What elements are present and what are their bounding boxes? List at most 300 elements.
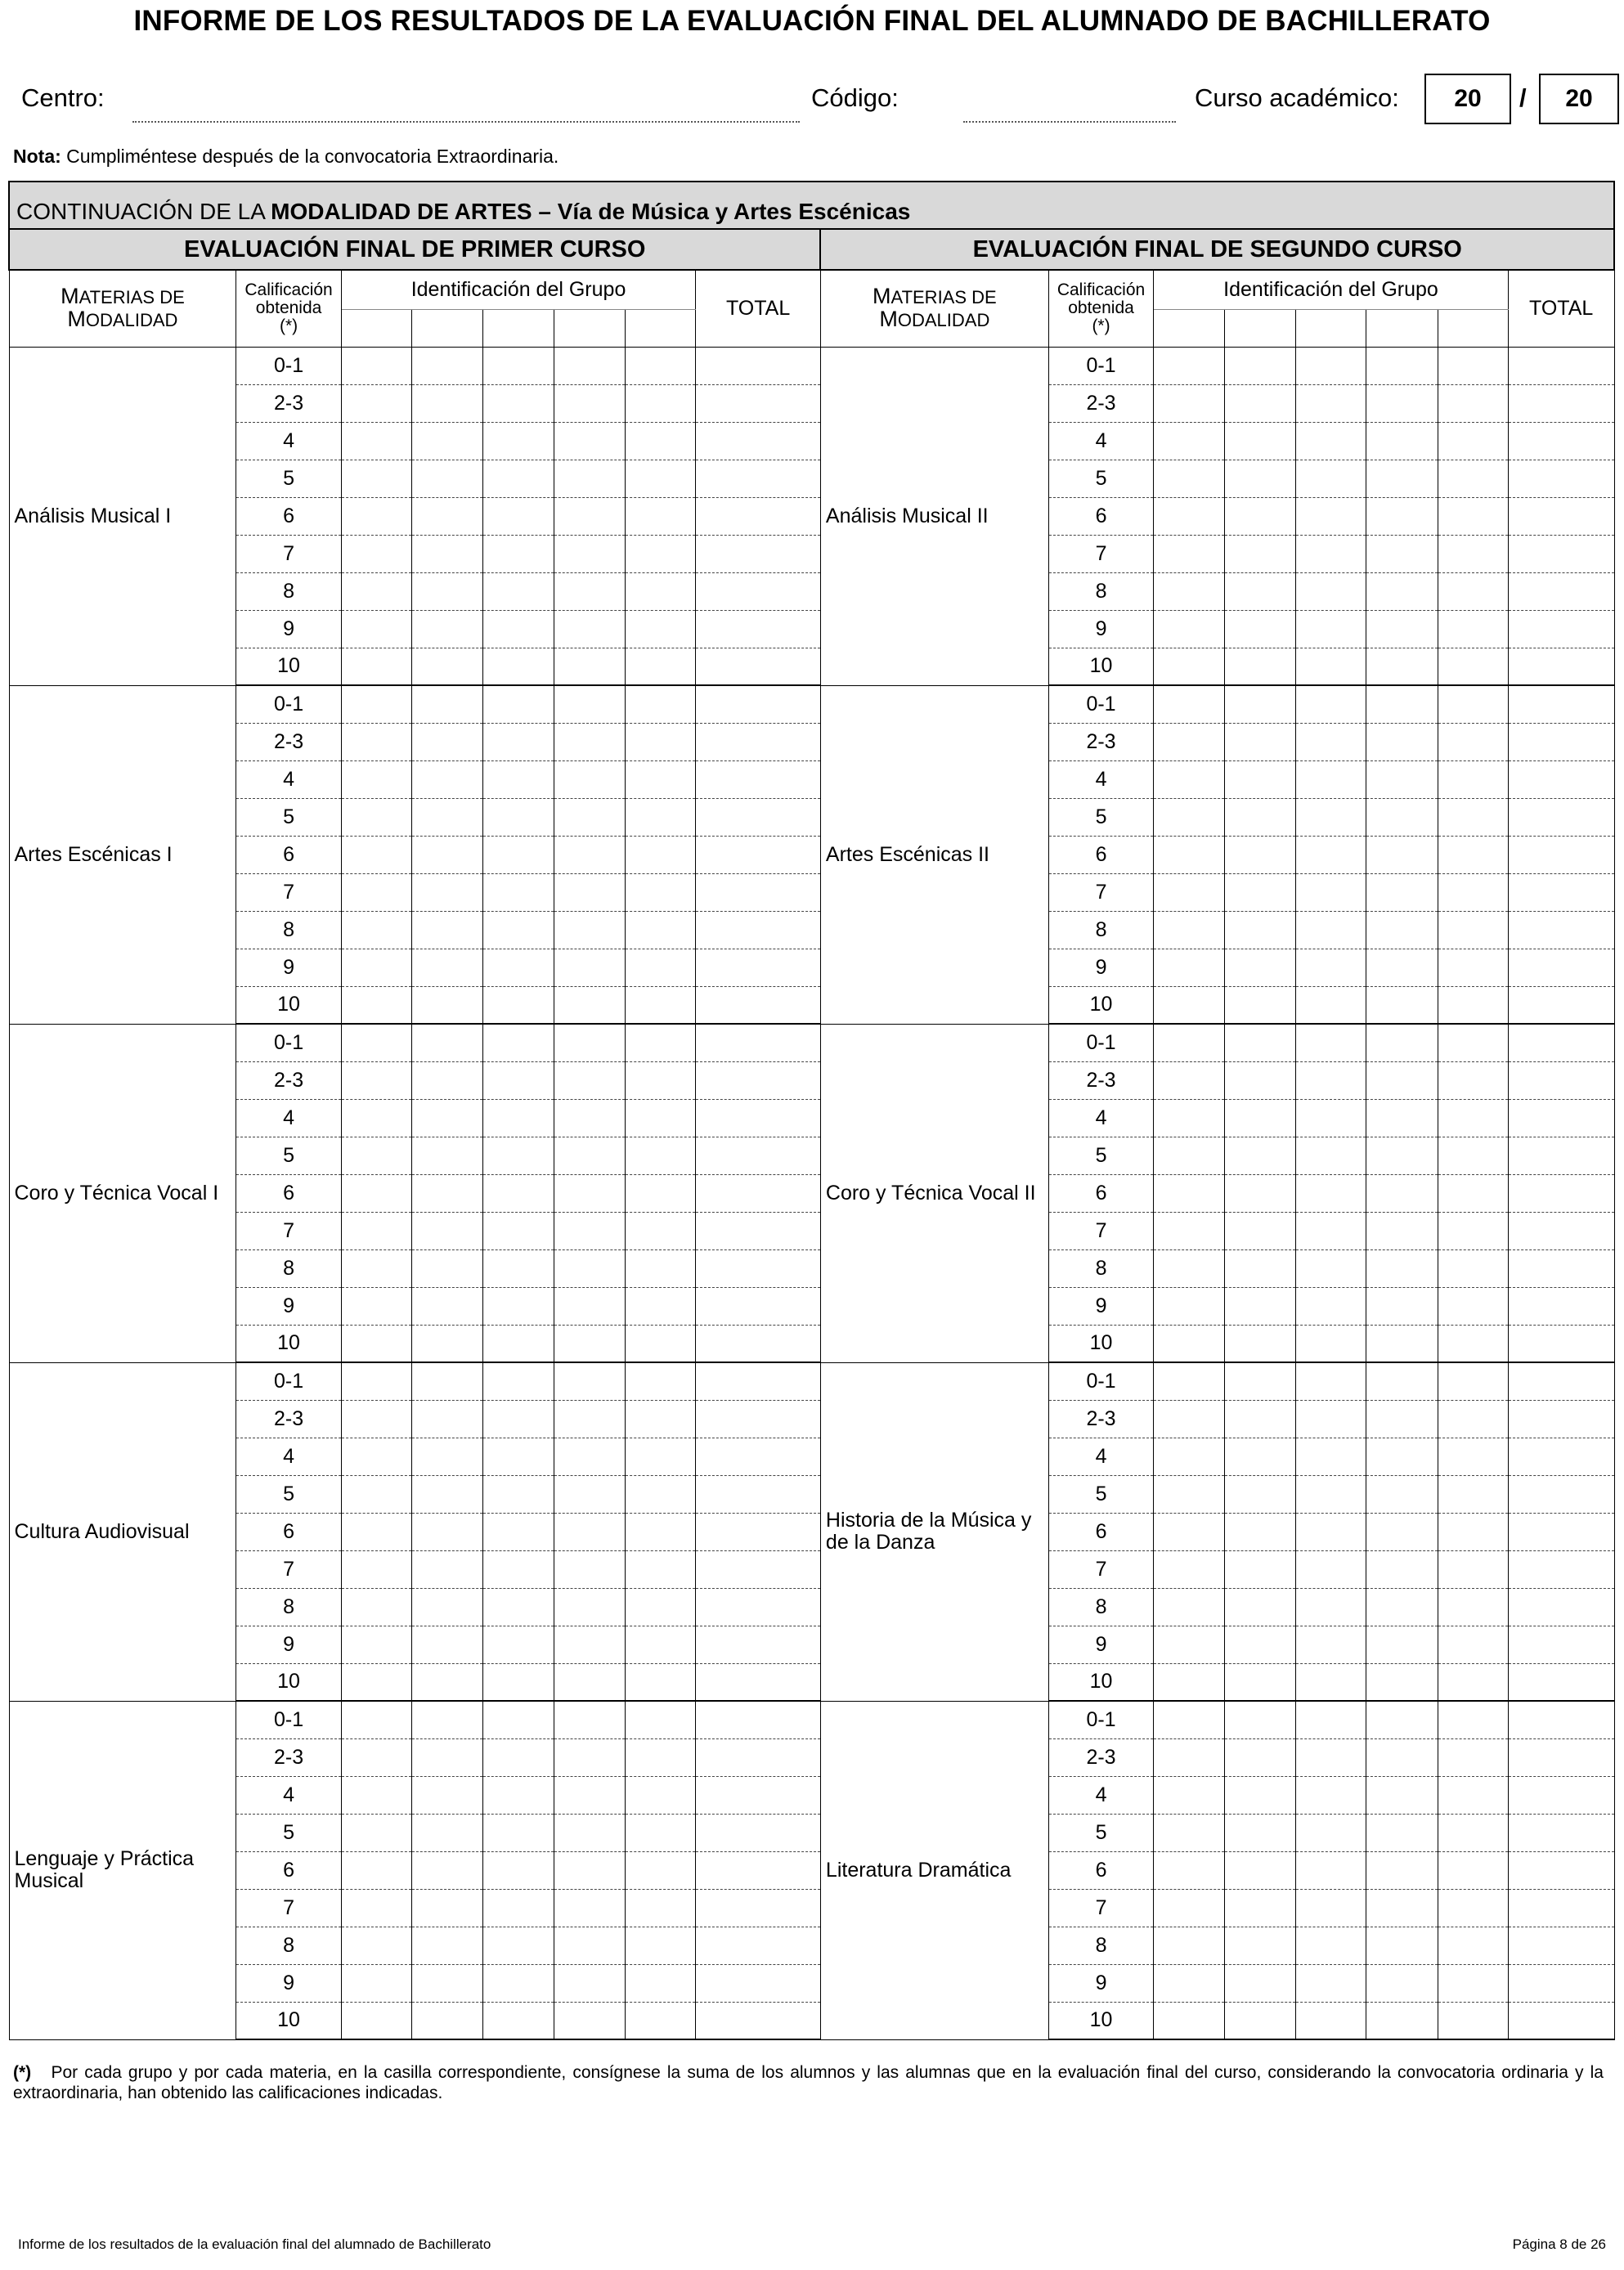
group-count-cell[interactable] bbox=[1366, 347, 1438, 384]
total-cell[interactable] bbox=[696, 1400, 821, 1438]
group-count-cell[interactable] bbox=[341, 1400, 411, 1438]
group-count-cell[interactable] bbox=[1438, 760, 1508, 798]
group-count-cell[interactable] bbox=[1295, 610, 1366, 648]
group-count-cell[interactable] bbox=[341, 1438, 411, 1475]
group-count-cell[interactable] bbox=[412, 1626, 483, 1663]
grupo-id-cell[interactable] bbox=[1438, 309, 1508, 347]
group-count-cell[interactable] bbox=[1224, 986, 1295, 1024]
group-count-cell[interactable] bbox=[626, 1663, 696, 1701]
total-cell[interactable] bbox=[696, 798, 821, 836]
total-cell[interactable] bbox=[696, 572, 821, 610]
group-count-cell[interactable] bbox=[1295, 648, 1366, 685]
group-count-cell[interactable] bbox=[1295, 1475, 1366, 1513]
group-count-cell[interactable] bbox=[341, 347, 411, 384]
group-count-cell[interactable] bbox=[483, 1400, 554, 1438]
total-cell[interactable] bbox=[696, 1024, 821, 1061]
centro-field[interactable] bbox=[132, 121, 800, 123]
group-count-cell[interactable] bbox=[341, 1588, 411, 1626]
group-count-cell[interactable] bbox=[1295, 685, 1366, 723]
group-count-cell[interactable] bbox=[483, 610, 554, 648]
group-count-cell[interactable] bbox=[1154, 610, 1224, 648]
group-count-cell[interactable] bbox=[1295, 1287, 1366, 1325]
group-count-cell[interactable] bbox=[1295, 1814, 1366, 1851]
group-count-cell[interactable] bbox=[1438, 384, 1508, 422]
total-cell[interactable] bbox=[696, 1212, 821, 1249]
group-count-cell[interactable] bbox=[626, 1851, 696, 1889]
group-count-cell[interactable] bbox=[1224, 1475, 1295, 1513]
group-count-cell[interactable] bbox=[1438, 911, 1508, 949]
group-count-cell[interactable] bbox=[341, 2002, 411, 2039]
group-count-cell[interactable] bbox=[1154, 1212, 1224, 1249]
grupo-id-cell[interactable] bbox=[1224, 309, 1295, 347]
group-count-cell[interactable] bbox=[1438, 1475, 1508, 1513]
group-count-cell[interactable] bbox=[554, 949, 625, 986]
total-cell[interactable] bbox=[1508, 1738, 1614, 1776]
group-count-cell[interactable] bbox=[341, 1550, 411, 1588]
group-count-cell[interactable] bbox=[1154, 685, 1224, 723]
group-count-cell[interactable] bbox=[483, 873, 554, 911]
group-count-cell[interactable] bbox=[1154, 384, 1224, 422]
group-count-cell[interactable] bbox=[1154, 1024, 1224, 1061]
group-count-cell[interactable] bbox=[483, 1626, 554, 1663]
group-count-cell[interactable] bbox=[1366, 1475, 1438, 1513]
group-count-cell[interactable] bbox=[1295, 986, 1366, 1024]
total-cell[interactable] bbox=[1508, 460, 1614, 497]
group-count-cell[interactable] bbox=[554, 1513, 625, 1550]
group-count-cell[interactable] bbox=[412, 1550, 483, 1588]
group-count-cell[interactable] bbox=[1295, 1513, 1366, 1550]
group-count-cell[interactable] bbox=[1366, 610, 1438, 648]
group-count-cell[interactable] bbox=[1224, 798, 1295, 836]
group-count-cell[interactable] bbox=[1366, 1061, 1438, 1099]
group-count-cell[interactable] bbox=[1366, 760, 1438, 798]
group-count-cell[interactable] bbox=[1438, 1588, 1508, 1626]
group-count-cell[interactable] bbox=[1224, 1814, 1295, 1851]
group-count-cell[interactable] bbox=[483, 1438, 554, 1475]
group-count-cell[interactable] bbox=[1438, 535, 1508, 572]
total-cell[interactable] bbox=[1508, 1776, 1614, 1814]
total-cell[interactable] bbox=[1508, 1927, 1614, 1964]
group-count-cell[interactable] bbox=[341, 1889, 411, 1927]
group-count-cell[interactable] bbox=[1224, 1851, 1295, 1889]
group-count-cell[interactable] bbox=[341, 1061, 411, 1099]
group-count-cell[interactable] bbox=[626, 1814, 696, 1851]
group-count-cell[interactable] bbox=[483, 1174, 554, 1212]
group-count-cell[interactable] bbox=[1154, 1438, 1224, 1475]
group-count-cell[interactable] bbox=[483, 1212, 554, 1249]
group-count-cell[interactable] bbox=[1224, 1550, 1295, 1588]
group-count-cell[interactable] bbox=[1224, 911, 1295, 949]
group-count-cell[interactable] bbox=[412, 1851, 483, 1889]
group-count-cell[interactable] bbox=[412, 723, 483, 760]
group-count-cell[interactable] bbox=[483, 572, 554, 610]
group-count-cell[interactable] bbox=[483, 1061, 554, 1099]
group-count-cell[interactable] bbox=[483, 1249, 554, 1287]
group-count-cell[interactable] bbox=[483, 1851, 554, 1889]
group-count-cell[interactable] bbox=[1438, 1927, 1508, 1964]
group-count-cell[interactable] bbox=[1438, 798, 1508, 836]
total-cell[interactable] bbox=[696, 685, 821, 723]
group-count-cell[interactable] bbox=[554, 347, 625, 384]
group-count-cell[interactable] bbox=[483, 1024, 554, 1061]
group-count-cell[interactable] bbox=[1154, 873, 1224, 911]
group-count-cell[interactable] bbox=[554, 1024, 625, 1061]
group-count-cell[interactable] bbox=[1224, 1927, 1295, 1964]
group-count-cell[interactable] bbox=[1224, 1212, 1295, 1249]
group-count-cell[interactable] bbox=[1366, 1137, 1438, 1174]
total-cell[interactable] bbox=[696, 1814, 821, 1851]
group-count-cell[interactable] bbox=[412, 1325, 483, 1362]
total-cell[interactable] bbox=[696, 1438, 821, 1475]
total-cell[interactable] bbox=[696, 1550, 821, 1588]
group-count-cell[interactable] bbox=[1438, 648, 1508, 685]
group-count-cell[interactable] bbox=[1366, 1099, 1438, 1137]
total-cell[interactable] bbox=[1508, 1626, 1614, 1663]
grupo-id-cell[interactable] bbox=[341, 309, 411, 347]
group-count-cell[interactable] bbox=[483, 911, 554, 949]
group-count-cell[interactable] bbox=[626, 497, 696, 535]
group-count-cell[interactable] bbox=[626, 2002, 696, 2039]
group-count-cell[interactable] bbox=[626, 535, 696, 572]
group-count-cell[interactable] bbox=[1154, 422, 1224, 460]
group-count-cell[interactable] bbox=[1366, 1550, 1438, 1588]
group-count-cell[interactable] bbox=[554, 760, 625, 798]
group-count-cell[interactable] bbox=[1154, 2002, 1224, 2039]
total-cell[interactable] bbox=[1508, 1663, 1614, 1701]
group-count-cell[interactable] bbox=[626, 1475, 696, 1513]
group-count-cell[interactable] bbox=[626, 760, 696, 798]
group-count-cell[interactable] bbox=[1295, 911, 1366, 949]
total-cell[interactable] bbox=[696, 347, 821, 384]
group-count-cell[interactable] bbox=[341, 873, 411, 911]
group-count-cell[interactable] bbox=[1224, 1738, 1295, 1776]
group-count-cell[interactable] bbox=[1438, 1626, 1508, 1663]
group-count-cell[interactable] bbox=[341, 460, 411, 497]
group-count-cell[interactable] bbox=[1366, 648, 1438, 685]
group-count-cell[interactable] bbox=[626, 1889, 696, 1927]
total-cell[interactable] bbox=[1508, 535, 1614, 572]
group-count-cell[interactable] bbox=[554, 1701, 625, 1738]
group-count-cell[interactable] bbox=[554, 1061, 625, 1099]
grupo-id-cell[interactable] bbox=[1366, 309, 1438, 347]
group-count-cell[interactable] bbox=[341, 1099, 411, 1137]
total-cell[interactable] bbox=[1508, 798, 1614, 836]
total-cell[interactable] bbox=[696, 1964, 821, 2002]
group-count-cell[interactable] bbox=[1438, 685, 1508, 723]
group-count-cell[interactable] bbox=[1295, 1738, 1366, 1776]
group-count-cell[interactable] bbox=[1224, 1174, 1295, 1212]
group-count-cell[interactable] bbox=[412, 798, 483, 836]
group-count-cell[interactable] bbox=[1438, 1776, 1508, 1814]
group-count-cell[interactable] bbox=[626, 836, 696, 873]
group-count-cell[interactable] bbox=[626, 1024, 696, 1061]
group-count-cell[interactable] bbox=[1438, 497, 1508, 535]
group-count-cell[interactable] bbox=[1224, 1438, 1295, 1475]
group-count-cell[interactable] bbox=[1366, 1776, 1438, 1814]
group-count-cell[interactable] bbox=[341, 911, 411, 949]
group-count-cell[interactable] bbox=[1224, 347, 1295, 384]
group-count-cell[interactable] bbox=[483, 422, 554, 460]
group-count-cell[interactable] bbox=[412, 1137, 483, 1174]
group-count-cell[interactable] bbox=[483, 497, 554, 535]
group-count-cell[interactable] bbox=[483, 347, 554, 384]
group-count-cell[interactable] bbox=[412, 1287, 483, 1325]
group-count-cell[interactable] bbox=[1224, 1663, 1295, 1701]
group-count-cell[interactable] bbox=[1366, 572, 1438, 610]
group-count-cell[interactable] bbox=[626, 648, 696, 685]
year-start-field[interactable]: 20 bbox=[1424, 74, 1511, 124]
group-count-cell[interactable] bbox=[1366, 1325, 1438, 1362]
group-count-cell[interactable] bbox=[341, 384, 411, 422]
group-count-cell[interactable] bbox=[1295, 497, 1366, 535]
group-count-cell[interactable] bbox=[412, 1212, 483, 1249]
group-count-cell[interactable] bbox=[483, 723, 554, 760]
group-count-cell[interactable] bbox=[626, 1964, 696, 2002]
group-count-cell[interactable] bbox=[1295, 798, 1366, 836]
group-count-cell[interactable] bbox=[1295, 1061, 1366, 1099]
group-count-cell[interactable] bbox=[1366, 384, 1438, 422]
group-count-cell[interactable] bbox=[483, 798, 554, 836]
group-count-cell[interactable] bbox=[1154, 1400, 1224, 1438]
group-count-cell[interactable] bbox=[412, 384, 483, 422]
total-cell[interactable] bbox=[696, 1099, 821, 1137]
group-count-cell[interactable] bbox=[1295, 1889, 1366, 1927]
group-count-cell[interactable] bbox=[1295, 723, 1366, 760]
total-cell[interactable] bbox=[1508, 1588, 1614, 1626]
group-count-cell[interactable] bbox=[1154, 497, 1224, 535]
group-count-cell[interactable] bbox=[626, 1325, 696, 1362]
group-count-cell[interactable] bbox=[1366, 1513, 1438, 1550]
group-count-cell[interactable] bbox=[1366, 1663, 1438, 1701]
group-count-cell[interactable] bbox=[1295, 1400, 1366, 1438]
total-cell[interactable] bbox=[1508, 723, 1614, 760]
total-cell[interactable] bbox=[696, 949, 821, 986]
total-cell[interactable] bbox=[696, 723, 821, 760]
group-count-cell[interactable] bbox=[1438, 986, 1508, 1024]
group-count-cell[interactable] bbox=[412, 2002, 483, 2039]
group-count-cell[interactable] bbox=[626, 610, 696, 648]
group-count-cell[interactable] bbox=[1366, 497, 1438, 535]
group-count-cell[interactable] bbox=[1154, 1626, 1224, 1663]
total-cell[interactable] bbox=[1508, 1438, 1614, 1475]
total-cell[interactable] bbox=[1508, 1362, 1614, 1400]
group-count-cell[interactable] bbox=[341, 1287, 411, 1325]
group-count-cell[interactable] bbox=[412, 1814, 483, 1851]
year-end-field[interactable]: 20 bbox=[1539, 74, 1619, 124]
group-count-cell[interactable] bbox=[1366, 460, 1438, 497]
group-count-cell[interactable] bbox=[554, 1964, 625, 2002]
grupo-id-cell[interactable] bbox=[1154, 309, 1224, 347]
group-count-cell[interactable] bbox=[483, 1776, 554, 1814]
total-cell[interactable] bbox=[1508, 1964, 1614, 2002]
group-count-cell[interactable] bbox=[1154, 1513, 1224, 1550]
group-count-cell[interactable] bbox=[554, 1776, 625, 1814]
total-cell[interactable] bbox=[1508, 1174, 1614, 1212]
group-count-cell[interactable] bbox=[1366, 1287, 1438, 1325]
group-count-cell[interactable] bbox=[483, 949, 554, 986]
group-count-cell[interactable] bbox=[626, 1776, 696, 1814]
group-count-cell[interactable] bbox=[554, 1738, 625, 1776]
group-count-cell[interactable] bbox=[554, 1174, 625, 1212]
group-count-cell[interactable] bbox=[1154, 911, 1224, 949]
group-count-cell[interactable] bbox=[1224, 384, 1295, 422]
total-cell[interactable] bbox=[696, 1287, 821, 1325]
group-count-cell[interactable] bbox=[341, 949, 411, 986]
group-count-cell[interactable] bbox=[1438, 460, 1508, 497]
group-count-cell[interactable] bbox=[483, 648, 554, 685]
total-cell[interactable] bbox=[696, 986, 821, 1024]
group-count-cell[interactable] bbox=[341, 685, 411, 723]
group-count-cell[interactable] bbox=[1295, 1362, 1366, 1400]
group-count-cell[interactable] bbox=[1224, 873, 1295, 911]
group-count-cell[interactable] bbox=[1366, 1212, 1438, 1249]
group-count-cell[interactable] bbox=[483, 1475, 554, 1513]
total-cell[interactable] bbox=[1508, 610, 1614, 648]
total-cell[interactable] bbox=[1508, 873, 1614, 911]
total-cell[interactable] bbox=[696, 1061, 821, 1099]
group-count-cell[interactable] bbox=[1224, 1287, 1295, 1325]
group-count-cell[interactable] bbox=[483, 1701, 554, 1738]
group-count-cell[interactable] bbox=[1366, 1964, 1438, 2002]
group-count-cell[interactable] bbox=[1295, 836, 1366, 873]
group-count-cell[interactable] bbox=[341, 723, 411, 760]
group-count-cell[interactable] bbox=[412, 1174, 483, 1212]
group-count-cell[interactable] bbox=[626, 1212, 696, 1249]
group-count-cell[interactable] bbox=[1154, 347, 1224, 384]
total-cell[interactable] bbox=[1508, 2002, 1614, 2039]
group-count-cell[interactable] bbox=[626, 685, 696, 723]
group-count-cell[interactable] bbox=[1224, 422, 1295, 460]
group-count-cell[interactable] bbox=[483, 1814, 554, 1851]
group-count-cell[interactable] bbox=[554, 873, 625, 911]
group-count-cell[interactable] bbox=[1154, 1362, 1224, 1400]
group-count-cell[interactable] bbox=[1366, 1851, 1438, 1889]
total-cell[interactable] bbox=[1508, 986, 1614, 1024]
group-count-cell[interactable] bbox=[626, 384, 696, 422]
group-count-cell[interactable] bbox=[1224, 648, 1295, 685]
group-count-cell[interactable] bbox=[626, 1927, 696, 1964]
group-count-cell[interactable] bbox=[1438, 572, 1508, 610]
group-count-cell[interactable] bbox=[412, 1738, 483, 1776]
group-count-cell[interactable] bbox=[554, 1287, 625, 1325]
grupo-id-cell[interactable] bbox=[554, 309, 625, 347]
group-count-cell[interactable] bbox=[626, 1400, 696, 1438]
total-cell[interactable] bbox=[1508, 1550, 1614, 1588]
group-count-cell[interactable] bbox=[1295, 460, 1366, 497]
group-count-cell[interactable] bbox=[626, 1438, 696, 1475]
group-count-cell[interactable] bbox=[1295, 1099, 1366, 1137]
total-cell[interactable] bbox=[1508, 497, 1614, 535]
group-count-cell[interactable] bbox=[1295, 1663, 1366, 1701]
group-count-cell[interactable] bbox=[412, 1663, 483, 1701]
group-count-cell[interactable] bbox=[341, 535, 411, 572]
group-count-cell[interactable] bbox=[1154, 1588, 1224, 1626]
group-count-cell[interactable] bbox=[1295, 384, 1366, 422]
total-cell[interactable] bbox=[1508, 911, 1614, 949]
group-count-cell[interactable] bbox=[412, 1400, 483, 1438]
group-count-cell[interactable] bbox=[412, 460, 483, 497]
group-count-cell[interactable] bbox=[554, 986, 625, 1024]
group-count-cell[interactable] bbox=[1438, 422, 1508, 460]
group-count-cell[interactable] bbox=[1154, 836, 1224, 873]
group-count-cell[interactable] bbox=[1154, 723, 1224, 760]
group-count-cell[interactable] bbox=[1438, 1287, 1508, 1325]
group-count-cell[interactable] bbox=[1224, 1400, 1295, 1438]
group-count-cell[interactable] bbox=[1154, 1061, 1224, 1099]
group-count-cell[interactable] bbox=[626, 1701, 696, 1738]
group-count-cell[interactable] bbox=[1366, 873, 1438, 911]
group-count-cell[interactable] bbox=[1438, 1099, 1508, 1137]
group-count-cell[interactable] bbox=[412, 1475, 483, 1513]
group-count-cell[interactable] bbox=[1295, 1851, 1366, 1889]
group-count-cell[interactable] bbox=[1224, 723, 1295, 760]
group-count-cell[interactable] bbox=[483, 986, 554, 1024]
group-count-cell[interactable] bbox=[412, 685, 483, 723]
group-count-cell[interactable] bbox=[341, 1851, 411, 1889]
group-count-cell[interactable] bbox=[412, 1588, 483, 1626]
total-cell[interactable] bbox=[696, 384, 821, 422]
group-count-cell[interactable] bbox=[412, 1362, 483, 1400]
group-count-cell[interactable] bbox=[554, 1851, 625, 1889]
group-count-cell[interactable] bbox=[341, 1738, 411, 1776]
total-cell[interactable] bbox=[696, 1626, 821, 1663]
group-count-cell[interactable] bbox=[483, 1099, 554, 1137]
group-count-cell[interactable] bbox=[1154, 1701, 1224, 1738]
grupo-id-cell[interactable] bbox=[626, 309, 696, 347]
group-count-cell[interactable] bbox=[1154, 1851, 1224, 1889]
group-count-cell[interactable] bbox=[341, 648, 411, 685]
group-count-cell[interactable] bbox=[554, 460, 625, 497]
group-count-cell[interactable] bbox=[412, 949, 483, 986]
group-count-cell[interactable] bbox=[1438, 1889, 1508, 1927]
group-count-cell[interactable] bbox=[412, 1964, 483, 2002]
total-cell[interactable] bbox=[696, 836, 821, 873]
total-cell[interactable] bbox=[696, 1137, 821, 1174]
total-cell[interactable] bbox=[1508, 1851, 1614, 1889]
group-count-cell[interactable] bbox=[1224, 685, 1295, 723]
total-cell[interactable] bbox=[1508, 1889, 1614, 1927]
group-count-cell[interactable] bbox=[554, 572, 625, 610]
group-count-cell[interactable] bbox=[1224, 1776, 1295, 1814]
group-count-cell[interactable] bbox=[341, 1927, 411, 1964]
group-count-cell[interactable] bbox=[1366, 1814, 1438, 1851]
total-cell[interactable] bbox=[1508, 685, 1614, 723]
group-count-cell[interactable] bbox=[1438, 1061, 1508, 1099]
total-cell[interactable] bbox=[1508, 1513, 1614, 1550]
total-cell[interactable] bbox=[696, 1513, 821, 1550]
group-count-cell[interactable] bbox=[483, 836, 554, 873]
group-count-cell[interactable] bbox=[1438, 949, 1508, 986]
group-count-cell[interactable] bbox=[1295, 1212, 1366, 1249]
group-count-cell[interactable] bbox=[1295, 1174, 1366, 1212]
group-count-cell[interactable] bbox=[341, 610, 411, 648]
group-count-cell[interactable] bbox=[1224, 1061, 1295, 1099]
group-count-cell[interactable] bbox=[1438, 1362, 1508, 1400]
group-count-cell[interactable] bbox=[1366, 1927, 1438, 1964]
group-count-cell[interactable] bbox=[626, 798, 696, 836]
total-cell[interactable] bbox=[1508, 1475, 1614, 1513]
total-cell[interactable] bbox=[696, 1851, 821, 1889]
group-count-cell[interactable] bbox=[1295, 572, 1366, 610]
group-count-cell[interactable] bbox=[1366, 1588, 1438, 1626]
total-cell[interactable] bbox=[1508, 1325, 1614, 1362]
group-count-cell[interactable] bbox=[554, 836, 625, 873]
group-count-cell[interactable] bbox=[1154, 460, 1224, 497]
group-count-cell[interactable] bbox=[554, 1927, 625, 1964]
group-count-cell[interactable] bbox=[1224, 497, 1295, 535]
group-count-cell[interactable] bbox=[1154, 1550, 1224, 1588]
total-cell[interactable] bbox=[1508, 422, 1614, 460]
